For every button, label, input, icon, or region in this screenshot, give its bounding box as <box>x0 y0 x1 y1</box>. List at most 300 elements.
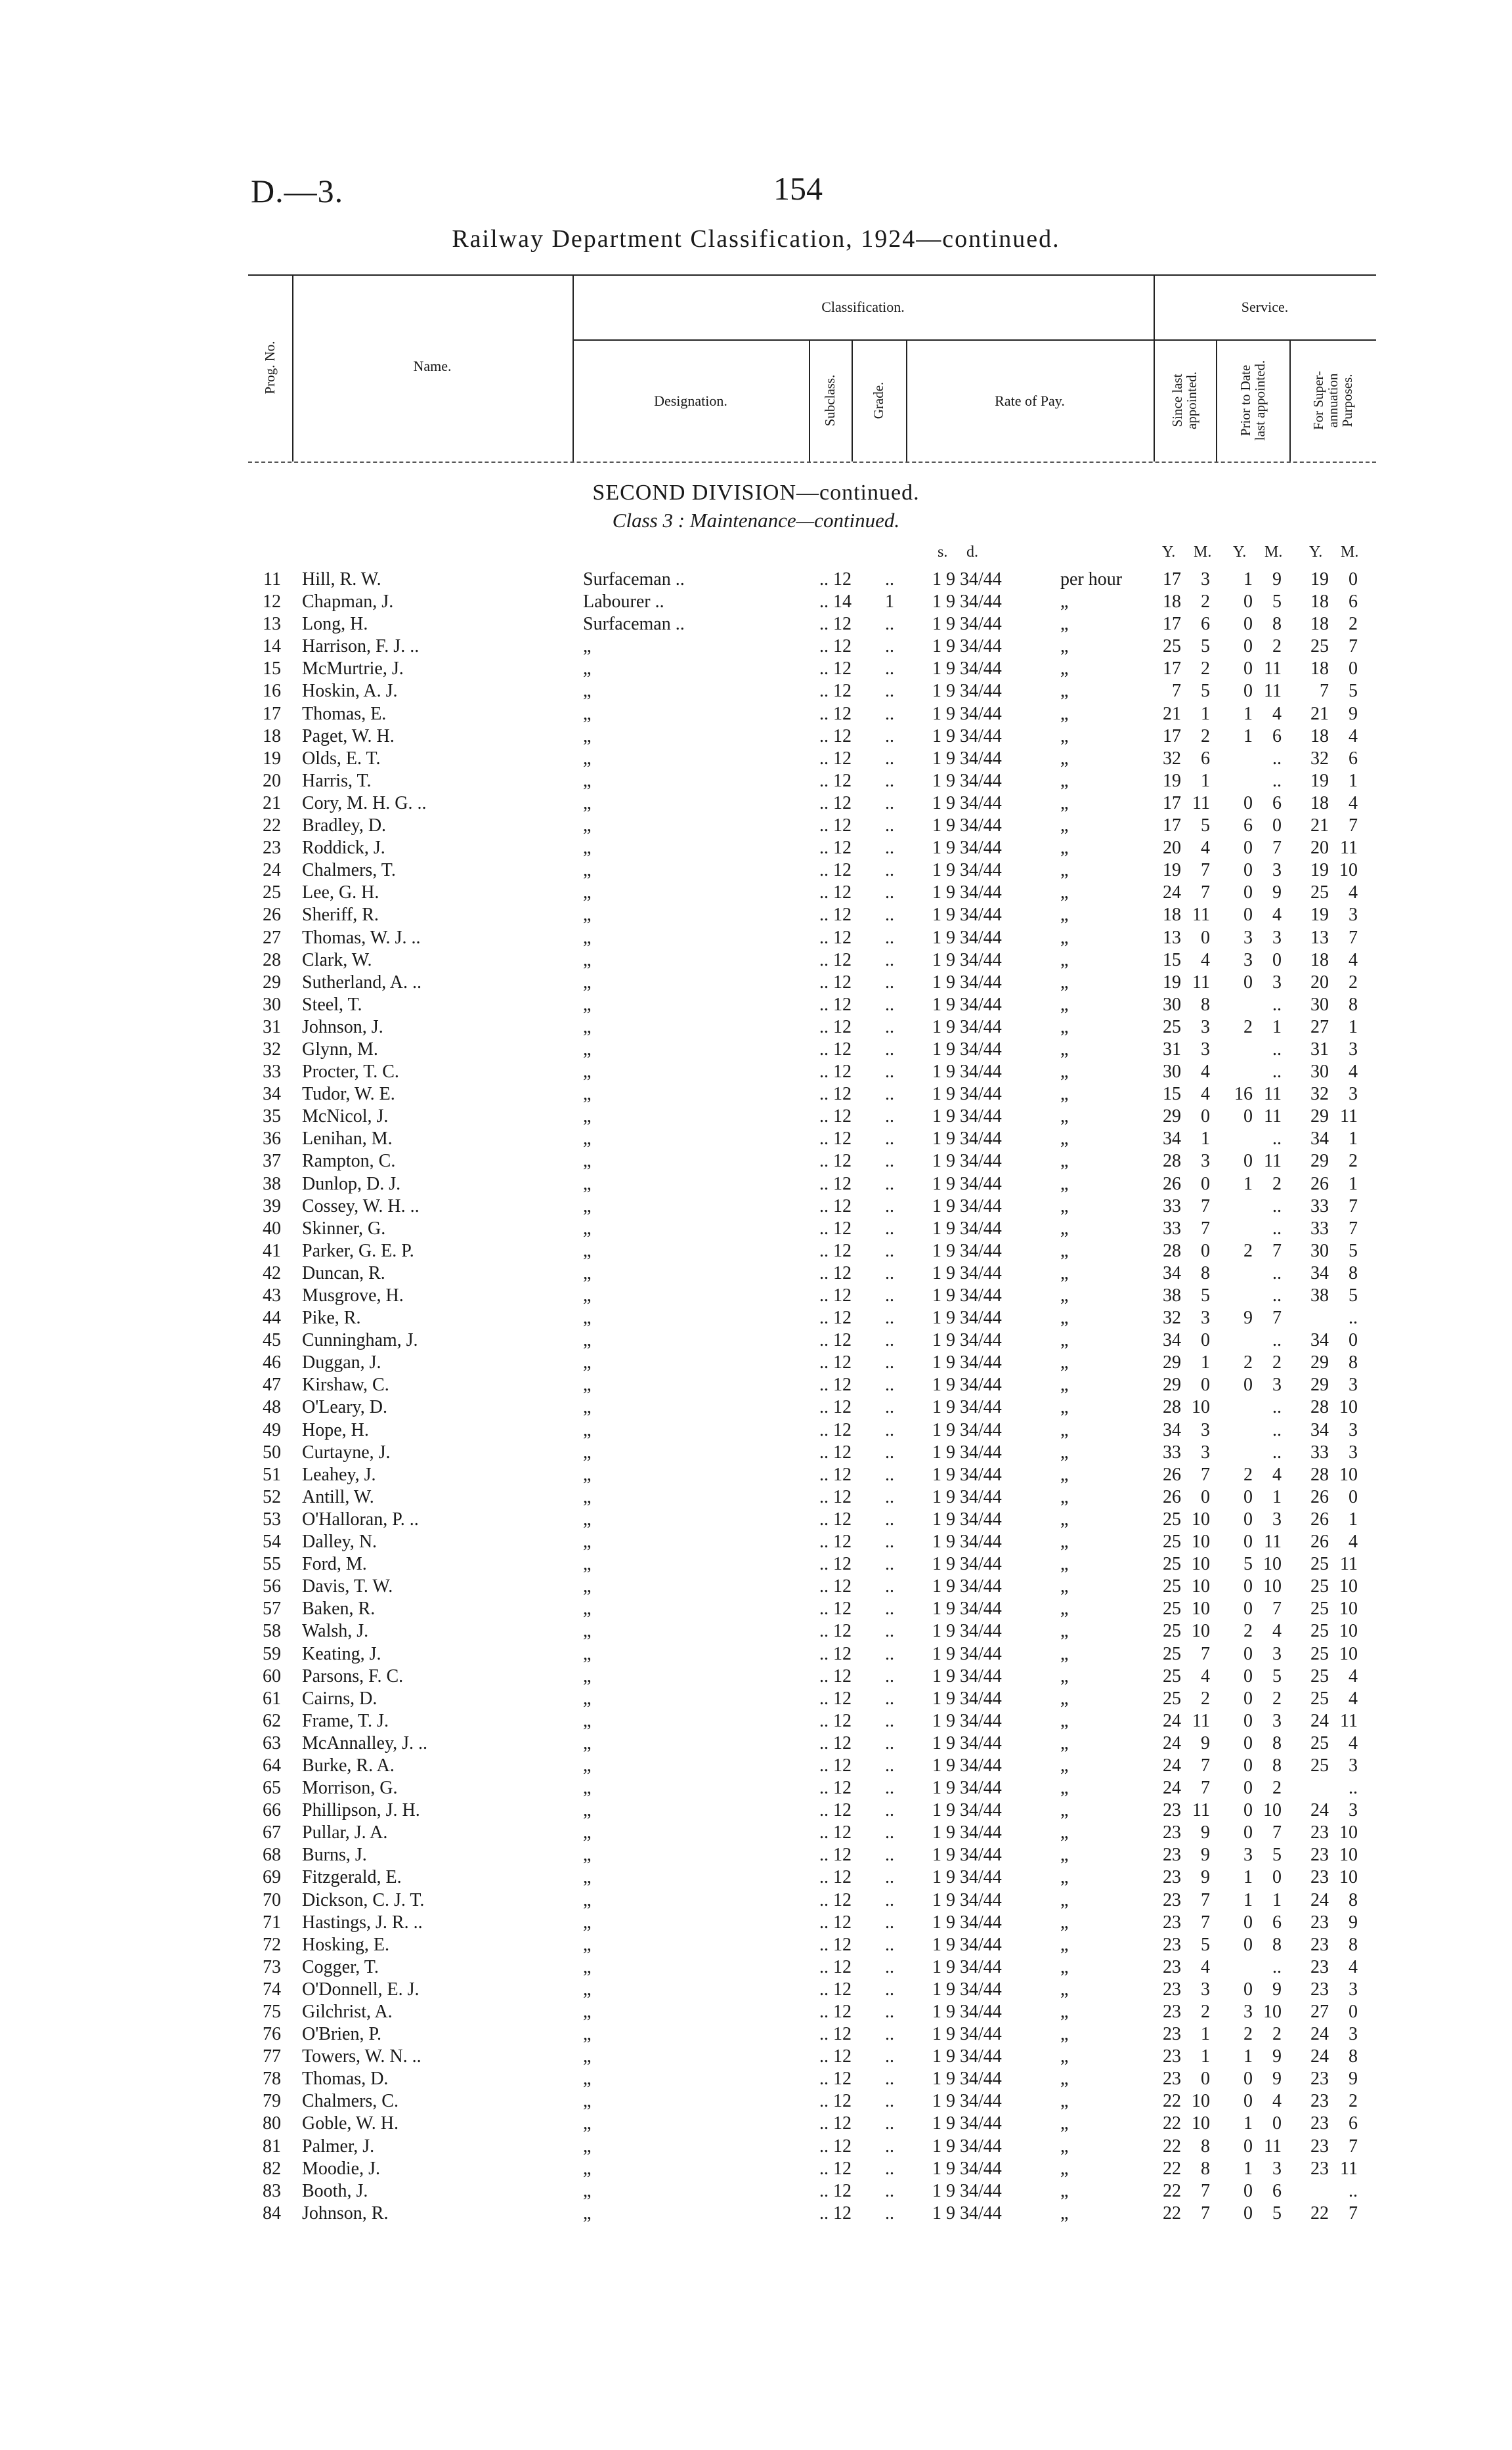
prior-years: 0 <box>1243 2180 1253 2201</box>
employee-name: O'Halloran, P. .. <box>302 1509 419 1530</box>
since-months: 11 <box>1192 1710 1210 1731</box>
designation: „ <box>583 636 592 657</box>
since-months: 10 <box>1192 1397 1210 1418</box>
prior-months: 10 <box>1263 1800 1282 1821</box>
employee-name: Curtayne, J. <box>302 1442 391 1463</box>
employee-name: Ford, M. <box>302 1554 367 1575</box>
prior-months: 1 <box>1272 1889 1282 1910</box>
subclass: .. 12 <box>819 1486 852 1507</box>
designation: „ <box>583 1621 592 1642</box>
grade: .. <box>885 1599 894 1620</box>
grade: .. <box>885 2002 894 2022</box>
prog-no: 80 <box>263 2113 281 2134</box>
since-months: 10 <box>1192 2091 1210 2112</box>
prior-months: .. <box>1272 1397 1282 1418</box>
super-months: 3 <box>1349 2024 1358 2045</box>
prior-months: 3 <box>1272 2158 1282 2179</box>
since-years: 25 <box>1163 636 1181 657</box>
pay-period: „ <box>1060 1330 1069 1351</box>
super-years: 22 <box>1310 2203 1329 2224</box>
since-years: 25 <box>1163 1621 1181 1642</box>
subclass: .. 12 <box>819 1330 852 1351</box>
subclass: .. 12 <box>819 1016 852 1037</box>
since-months: 10 <box>1192 2113 1210 2134</box>
super-months: 11 <box>1340 2158 1358 2179</box>
prior-years: 0 <box>1243 1666 1253 1687</box>
super-months: 7 <box>1349 1218 1358 1239</box>
prior-months: 7 <box>1272 1308 1282 1329</box>
employee-name: Johnson, J. <box>302 1016 383 1037</box>
table-row <box>0 748 1512 770</box>
table-row <box>0 2090 1512 2113</box>
super-years: 38 <box>1310 1285 1329 1306</box>
since-months: 0 <box>1201 2069 1210 2090</box>
designation: „ <box>583 1867 592 1888</box>
super-years: 23 <box>1310 1934 1329 1955</box>
employee-name: Baken, R. <box>302 1599 376 1620</box>
since-months: 11 <box>1192 792 1210 813</box>
employee-name: Booth, J. <box>302 2180 368 2201</box>
since-years: 30 <box>1163 994 1181 1015</box>
prior-months: .. <box>1272 1218 1282 1239</box>
prior-months: .. <box>1272 1062 1282 1083</box>
subclass: .. 12 <box>819 636 852 657</box>
prog-no: 57 <box>263 1599 281 1620</box>
table-row <box>0 1285 1512 1307</box>
super-years: 30 <box>1310 1062 1329 1083</box>
super-months: 10 <box>1339 1576 1358 1597</box>
since-months: 3 <box>1201 1308 1210 1329</box>
prior-years: 1 <box>1243 2046 1253 2067</box>
rate-of-pay: 1 9 34/44 <box>932 1934 1002 1955</box>
super-months: 4 <box>1349 1062 1358 1083</box>
since-years: 22 <box>1163 2113 1181 2134</box>
super-years: 23 <box>1310 2158 1329 2179</box>
subclass: .. 12 <box>819 1979 852 2000</box>
prior-years: 1 <box>1243 1867 1253 1888</box>
pay-period: „ <box>1060 972 1069 993</box>
pay-period: „ <box>1060 1532 1069 1553</box>
prog-no: 32 <box>263 1039 281 1060</box>
header-prog-no: Prog. No. <box>262 341 278 395</box>
subclass: .. 12 <box>819 1308 852 1329</box>
table-row <box>0 591 1512 613</box>
prior-years: 0 <box>1243 1151 1253 1172</box>
prior-months: 9 <box>1272 569 1282 590</box>
designation: „ <box>583 1062 592 1083</box>
super-years: 24 <box>1310 1800 1329 1821</box>
since-years: 34 <box>1163 1262 1181 1283</box>
pay-period: „ <box>1060 591 1069 612</box>
grade: .. <box>885 972 894 993</box>
table-row <box>0 680 1512 702</box>
rate-of-pay: 1 9 34/44 <box>932 1397 1002 1418</box>
rate-of-pay: 1 9 34/44 <box>932 1084 1002 1105</box>
rate-of-pay: 1 9 34/44 <box>932 1755 1002 1776</box>
since-years: 33 <box>1163 1218 1181 1239</box>
prog-no: 71 <box>263 1912 281 1933</box>
rate-of-pay: 1 9 34/44 <box>932 1106 1002 1127</box>
super-years: 34 <box>1310 1262 1329 1283</box>
table-row <box>0 569 1512 591</box>
header-superannuation: For Super-annuation Purposes. <box>1310 371 1355 430</box>
rate-of-pay: 1 9 34/44 <box>932 972 1002 993</box>
pay-period: „ <box>1060 1979 1069 2000</box>
table-row <box>0 904 1512 926</box>
super-months: 4 <box>1349 949 1358 970</box>
employee-name: Davis, T. W. <box>302 1576 393 1597</box>
unit-super-months: M. <box>1341 544 1359 561</box>
pay-period: „ <box>1060 1845 1069 1866</box>
since-years: 23 <box>1163 1845 1181 1866</box>
prior-years: 2 <box>1243 1464 1253 1485</box>
pay-period: „ <box>1060 927 1069 948</box>
pay-period: „ <box>1060 1419 1069 1440</box>
table-row <box>0 1979 1512 2001</box>
prior-years: 9 <box>1243 1308 1253 1329</box>
designation: „ <box>583 1128 592 1150</box>
grade: .. <box>885 2203 894 2224</box>
super-months: 3 <box>1349 1375 1358 1396</box>
rate-of-pay: 1 9 34/44 <box>932 1956 1002 1977</box>
designation: „ <box>583 1979 592 2000</box>
pay-period: „ <box>1060 792 1069 813</box>
rate-of-pay: 1 9 34/44 <box>932 681 1002 702</box>
prior-years: 0 <box>1243 1755 1253 1776</box>
grade: .. <box>885 1845 894 1866</box>
subclass: .. 12 <box>819 949 852 970</box>
pay-period: „ <box>1060 681 1069 702</box>
prior-years: 1 <box>1243 1173 1253 1194</box>
prog-no: 44 <box>263 1308 281 1329</box>
rate-of-pay: 1 9 34/44 <box>932 1778 1002 1799</box>
super-months: 7 <box>1349 636 1358 657</box>
rate-of-pay: 1 9 34/44 <box>932 815 1002 836</box>
since-months: 10 <box>1192 1576 1210 1597</box>
subclass: .. 12 <box>819 2069 852 2090</box>
rate-of-pay: 1 9 34/44 <box>932 1532 1002 1553</box>
employee-name: Gilchrist, A. <box>302 2002 393 2022</box>
division-title: SECOND DIVISION—continued. <box>592 481 920 505</box>
subclass: .. 12 <box>819 927 852 948</box>
since-years: 23 <box>1163 1867 1181 1888</box>
super-months: 8 <box>1349 1934 1358 1955</box>
super-years: 28 <box>1310 1464 1329 1485</box>
grade: .. <box>885 1442 894 1463</box>
since-months: 5 <box>1201 636 1210 657</box>
since-months: 5 <box>1201 1285 1210 1306</box>
table-row <box>0 1553 1512 1576</box>
pay-period: „ <box>1060 1621 1069 1642</box>
since-months: 7 <box>1201 1912 1210 1933</box>
prior-years: 0 <box>1243 860 1253 881</box>
table-row <box>0 1777 1512 1799</box>
super-years: 25 <box>1310 1688 1329 1709</box>
super-years: 21 <box>1310 815 1329 836</box>
prior-months: 3 <box>1272 860 1282 881</box>
employee-name: Cory, M. H. G. .. <box>302 792 427 813</box>
since-years: 31 <box>1163 1039 1181 1060</box>
prog-no: 75 <box>263 2002 281 2022</box>
since-months: 2 <box>1201 591 1210 612</box>
table-row <box>0 1374 1512 1396</box>
since-months: 11 <box>1192 972 1210 993</box>
since-months: 8 <box>1201 1262 1210 1283</box>
grade: .. <box>885 614 894 635</box>
employee-name: Hastings, J. R. .. <box>302 1912 423 1933</box>
prior-months: 7 <box>1272 838 1282 859</box>
divider-since-prior <box>1216 339 1217 462</box>
since-years: 18 <box>1163 591 1181 612</box>
super-years: 23 <box>1310 1822 1329 1843</box>
prior-months: 8 <box>1272 1755 1282 1776</box>
header-rate-of-pay: Rate of Pay. <box>995 393 1065 409</box>
super-months: 2 <box>1349 1151 1358 1172</box>
designation: Surfaceman .. <box>583 614 685 635</box>
prior-months: .. <box>1272 1285 1282 1306</box>
super-months: .. <box>1349 1778 1358 1799</box>
prior-months: 8 <box>1272 614 1282 635</box>
designation: „ <box>583 1822 592 1843</box>
since-months: 3 <box>1201 1979 1210 2000</box>
prior-months: .. <box>1272 1330 1282 1351</box>
super-months: 10 <box>1339 1643 1358 1664</box>
since-months: 1 <box>1201 2046 1210 2067</box>
super-months: 4 <box>1349 1956 1358 1977</box>
employee-name: McMurtrie, J. <box>302 658 404 679</box>
super-months: 7 <box>1349 1195 1358 1216</box>
prog-no: 13 <box>263 614 281 635</box>
since-years: 23 <box>1163 1822 1181 1843</box>
grade: .. <box>885 1532 894 1553</box>
super-months: 11 <box>1340 1554 1358 1575</box>
rate-of-pay: 1 9 34/44 <box>932 1308 1002 1329</box>
since-years: 15 <box>1163 949 1181 970</box>
rate-of-pay: 1 9 34/44 <box>932 1554 1002 1575</box>
table-row <box>0 635 1512 658</box>
grade: .. <box>885 1240 894 1261</box>
since-years: 28 <box>1163 1151 1181 1172</box>
designation: „ <box>583 1509 592 1530</box>
rate-of-pay: 1 9 34/44 <box>932 1352 1002 1373</box>
prior-months: 6 <box>1272 1912 1282 1933</box>
super-years: 13 <box>1310 927 1329 948</box>
grade: .. <box>885 1397 894 1418</box>
subclass: .. 12 <box>819 1867 852 1888</box>
grade: .. <box>885 1285 894 1306</box>
prior-years: 1 <box>1243 703 1253 724</box>
designation: „ <box>583 1195 592 1216</box>
prior-months: 5 <box>1272 591 1282 612</box>
super-months: 4 <box>1349 1688 1358 1709</box>
table-row <box>0 1822 1512 1844</box>
super-years: 25 <box>1310 1732 1329 1753</box>
pay-period: „ <box>1060 1039 1069 1060</box>
since-years: 24 <box>1163 1778 1181 1799</box>
since-years: 23 <box>1163 2069 1181 2090</box>
prior-years: 0 <box>1243 1106 1253 1127</box>
super-months: 1 <box>1349 1128 1358 1150</box>
super-months: 10 <box>1339 860 1358 881</box>
unit-shillings: s. <box>938 544 948 561</box>
since-months: 0 <box>1201 1106 1210 1127</box>
prior-years: 0 <box>1243 1732 1253 1753</box>
super-months: 0 <box>1349 569 1358 590</box>
employee-name: Chalmers, T. <box>302 860 396 881</box>
since-months: 8 <box>1201 994 1210 1015</box>
since-years: 7 <box>1172 681 1181 702</box>
rate-of-pay: 1 9 34/44 <box>932 1979 1002 2000</box>
employee-name: Parker, G. E. P. <box>302 1240 414 1261</box>
subclass: .. 12 <box>819 1755 852 1776</box>
prog-no: 41 <box>263 1240 281 1261</box>
prior-years: 1 <box>1243 569 1253 590</box>
table-row <box>0 2113 1512 2135</box>
employee-name: Towers, W. N. .. <box>302 2046 421 2067</box>
designation: „ <box>583 658 592 679</box>
prior-years: 1 <box>1243 2113 1253 2134</box>
prog-no: 62 <box>263 1710 281 1731</box>
super-months: 8 <box>1349 994 1358 1015</box>
prior-years: 0 <box>1243 838 1253 859</box>
prog-no: 27 <box>263 927 281 948</box>
employee-name: Leahey, J. <box>302 1464 376 1485</box>
grade: .. <box>885 1688 894 1709</box>
prior-months: 3 <box>1272 1509 1282 1530</box>
super-months: 3 <box>1349 1419 1358 1440</box>
since-months: 8 <box>1201 2136 1210 2157</box>
rate-of-pay: 1 9 34/44 <box>932 1867 1002 1888</box>
table-row <box>0 815 1512 837</box>
pay-period: „ <box>1060 1128 1069 1150</box>
designation: „ <box>583 1688 592 1709</box>
pay-period: „ <box>1060 994 1069 1015</box>
pay-period: „ <box>1060 1554 1069 1575</box>
prog-no: 56 <box>263 1576 281 1597</box>
since-months: 1 <box>1201 1352 1210 1373</box>
table-row <box>0 1732 1512 1755</box>
employee-name: Cogger, T. <box>302 1956 379 1977</box>
subclass: .. 12 <box>819 1732 852 1753</box>
since-months: 2 <box>1201 725 1210 746</box>
prog-no: 11 <box>263 569 281 590</box>
super-months: .. <box>1349 1308 1358 1329</box>
subclass: .. 12 <box>819 569 852 590</box>
designation: „ <box>583 2046 592 2067</box>
super-months: 4 <box>1349 725 1358 746</box>
prior-months: .. <box>1272 1262 1282 1283</box>
prog-no: 65 <box>263 1778 281 1799</box>
super-years: 20 <box>1310 972 1329 993</box>
designation: „ <box>583 1330 592 1351</box>
since-months: 7 <box>1201 1195 1210 1216</box>
grade: .. <box>885 1128 894 1150</box>
since-months: 9 <box>1201 1732 1210 1753</box>
grade: .. <box>885 1509 894 1530</box>
super-years: 25 <box>1310 1755 1329 1776</box>
super-months: 7 <box>1349 2136 1358 2157</box>
since-years: 29 <box>1163 1106 1181 1127</box>
prior-months: .. <box>1272 1419 1282 1440</box>
prior-months: 6 <box>1272 2180 1282 2201</box>
prog-no: 64 <box>263 1755 281 1776</box>
prog-no: 23 <box>263 838 281 859</box>
designation: „ <box>583 2180 592 2201</box>
super-months: 11 <box>1340 1710 1358 1731</box>
pay-period: „ <box>1060 1062 1069 1083</box>
super-years: 31 <box>1310 1039 1329 1060</box>
prior-months: 2 <box>1272 2024 1282 2045</box>
prior-years: 0 <box>1243 1800 1253 1821</box>
subclass: .. 12 <box>819 1106 852 1127</box>
rate-of-pay: 1 9 34/44 <box>932 2091 1002 2112</box>
table-row <box>0 1262 1512 1285</box>
since-years: 30 <box>1163 1062 1181 1083</box>
prior-years: 1 <box>1243 725 1253 746</box>
prior-years: 3 <box>1243 949 1253 970</box>
subclass: .. 12 <box>819 1375 852 1396</box>
designation: „ <box>583 1934 592 1955</box>
prog-no: 38 <box>263 1173 281 1194</box>
prog-no: 16 <box>263 681 281 702</box>
super-years: 23 <box>1310 1956 1329 1977</box>
since-months: 1 <box>1201 1128 1210 1150</box>
table-row <box>0 1016 1512 1039</box>
designation: „ <box>583 1240 592 1261</box>
prog-no: 67 <box>263 1822 281 1843</box>
since-years: 23 <box>1163 1912 1181 1933</box>
unit-since-months: M. <box>1194 544 1212 561</box>
pay-period: „ <box>1060 614 1069 635</box>
since-years: 23 <box>1163 1800 1181 1821</box>
prior-years: 0 <box>1243 2203 1253 2224</box>
super-months: 1 <box>1349 1016 1358 1037</box>
super-months: 6 <box>1349 591 1358 612</box>
subclass: .. 12 <box>819 1285 852 1306</box>
subclass: .. 12 <box>819 2002 852 2022</box>
prog-no: 21 <box>263 792 281 813</box>
pay-period: „ <box>1060 636 1069 657</box>
table-row <box>0 1509 1512 1531</box>
prog-no: 12 <box>263 591 281 612</box>
super-years: 25 <box>1310 1621 1329 1642</box>
pay-period: „ <box>1060 2002 1069 2022</box>
grade: .. <box>885 1822 894 1843</box>
rate-of-pay: 1 9 34/44 <box>932 1375 1002 1396</box>
since-months: 3 <box>1201 1419 1210 1440</box>
since-years: 23 <box>1163 1979 1181 2000</box>
designation: „ <box>583 1800 592 1821</box>
rate-of-pay: 1 9 34/44 <box>932 2203 1002 2224</box>
prior-years: 0 <box>1243 1576 1253 1597</box>
prior-months: 10 <box>1263 1554 1282 1575</box>
subclass: .. 12 <box>819 2091 852 2112</box>
pay-period: „ <box>1060 1218 1069 1239</box>
prior-years: 16 <box>1234 1084 1253 1105</box>
rate-of-pay: 1 9 34/44 <box>932 2113 1002 2134</box>
designation: „ <box>583 1710 592 1731</box>
employee-name: Fitzgerald, E. <box>302 1867 402 1888</box>
super-years: 24 <box>1310 2046 1329 2067</box>
since-years: 28 <box>1163 1240 1181 1261</box>
subclass: .. 12 <box>819 2046 852 2067</box>
table-row <box>0 613 1512 635</box>
table-row <box>0 1195 1512 1218</box>
table-row <box>0 927 1512 949</box>
table-row <box>0 882 1512 904</box>
super-months: .. <box>1349 2180 1358 2201</box>
table-row <box>0 1329 1512 1352</box>
